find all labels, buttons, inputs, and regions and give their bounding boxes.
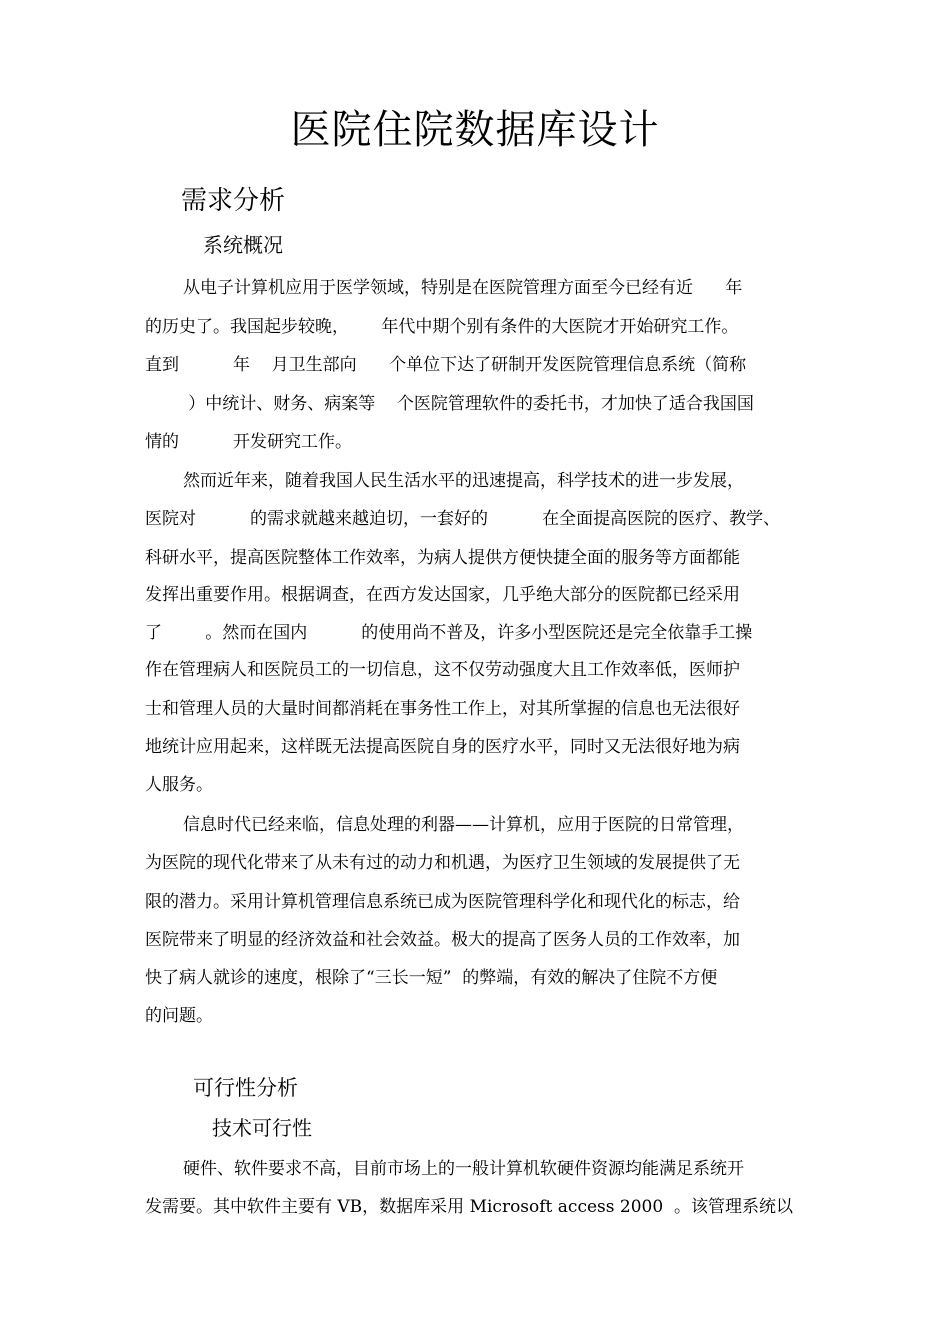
paragraph-line: 情的 开发研究工作。 <box>145 432 353 452</box>
paragraph-line: 的历史了。我国起步较晚， 年代中期个别有条件的大医院才开始研究工作。 <box>145 317 739 337</box>
paragraph-line: 医院对 的需求就越来越迫切，一套好的 在全面提高医院的医疗、教学、 <box>145 509 781 529</box>
paragraph-line: 快了病人就诊的速度，根除了“三长一短” 的弊端，有效的解决了住院不方便 <box>145 968 718 988</box>
paragraph-line: 发需要。其中软件主要有 VB，数据库采用 Microsoft access 2000 。该管理系统以 <box>145 1197 793 1217</box>
paragraph-line: 人服务。 <box>145 775 213 795</box>
paragraph-line: 作在管理病人和医院员工的一切信息，这不仅劳动强度大且工作效率低，医师护 <box>145 660 740 680</box>
paragraph-line: 了 。然而在国内 的使用尚不普及，许多小型医院还是完全依靠手工操 <box>145 623 753 643</box>
paragraph-line: 硬件、软件要求不高，目前市场上的一般计算机软硬件资源均能满足系统开 <box>183 1159 744 1179</box>
paragraph-line: 从电子计算机应用于医学领域，特别是在医院管理方面至今已经有近 年 <box>183 278 743 298</box>
subsection-heading-technical-feasibility: 技术可行性 <box>212 1116 312 1140</box>
paragraph-line: 的问题。 <box>145 1006 213 1026</box>
subsection-heading-system-overview: 系统概况 <box>203 233 283 257</box>
paragraph-line: ）中统计、财务、病案等 个医院管理软件的委托书，才加快了适合我国国 <box>145 394 754 414</box>
paragraph-line: 然而近年来，随着我国人民生活水平的迅速提高，科学技术的进一步发展， <box>183 471 744 491</box>
paragraph-line: 发挥出重要作用。根据调查，在西方发达国家，几乎绝大部分的医院都已经采用 <box>145 585 740 605</box>
paragraph-line: 为医院的现代化带来了从未有过的动力和机遇，为医疗卫生领域的发展提供了无 <box>145 853 740 873</box>
paragraph-line: 科研水平，提高医院整体工作效率，为病人提供方便快捷全面的服务等方面都能 <box>145 548 740 568</box>
section-heading-feasibility: 可行性分析 <box>193 1076 298 1100</box>
page-title: 医院住院数据库设计 <box>290 107 660 153</box>
paragraph-line: 士和管理人员的大量时间都消耗在事务性工作上，对其所掌握的信息也无法很好 <box>145 699 740 719</box>
paragraph-line: 信息时代已经来临，信息处理的利器——计算机，应用于医院的日常管理， <box>183 815 744 835</box>
section-heading-requirements: 需求分析 <box>181 186 286 216</box>
paragraph-line: 限的潜力。采用计算机管理信息系统已成为医院管理科学化和现代化的标志，给 <box>145 892 740 912</box>
paragraph-line: 直到 年 月卫生部向 个单位下达了研制开发医院管理信息系统（简称 <box>145 355 747 375</box>
paragraph-line: 医院带来了明显的经济效益和社会效益。极大的提高了医务人员的工作效率，加 <box>145 930 740 950</box>
paragraph-line: 地统计应用起来，这样既无法提高医院自身的医疗水平，同时又无法很好地为病 <box>145 737 740 757</box>
